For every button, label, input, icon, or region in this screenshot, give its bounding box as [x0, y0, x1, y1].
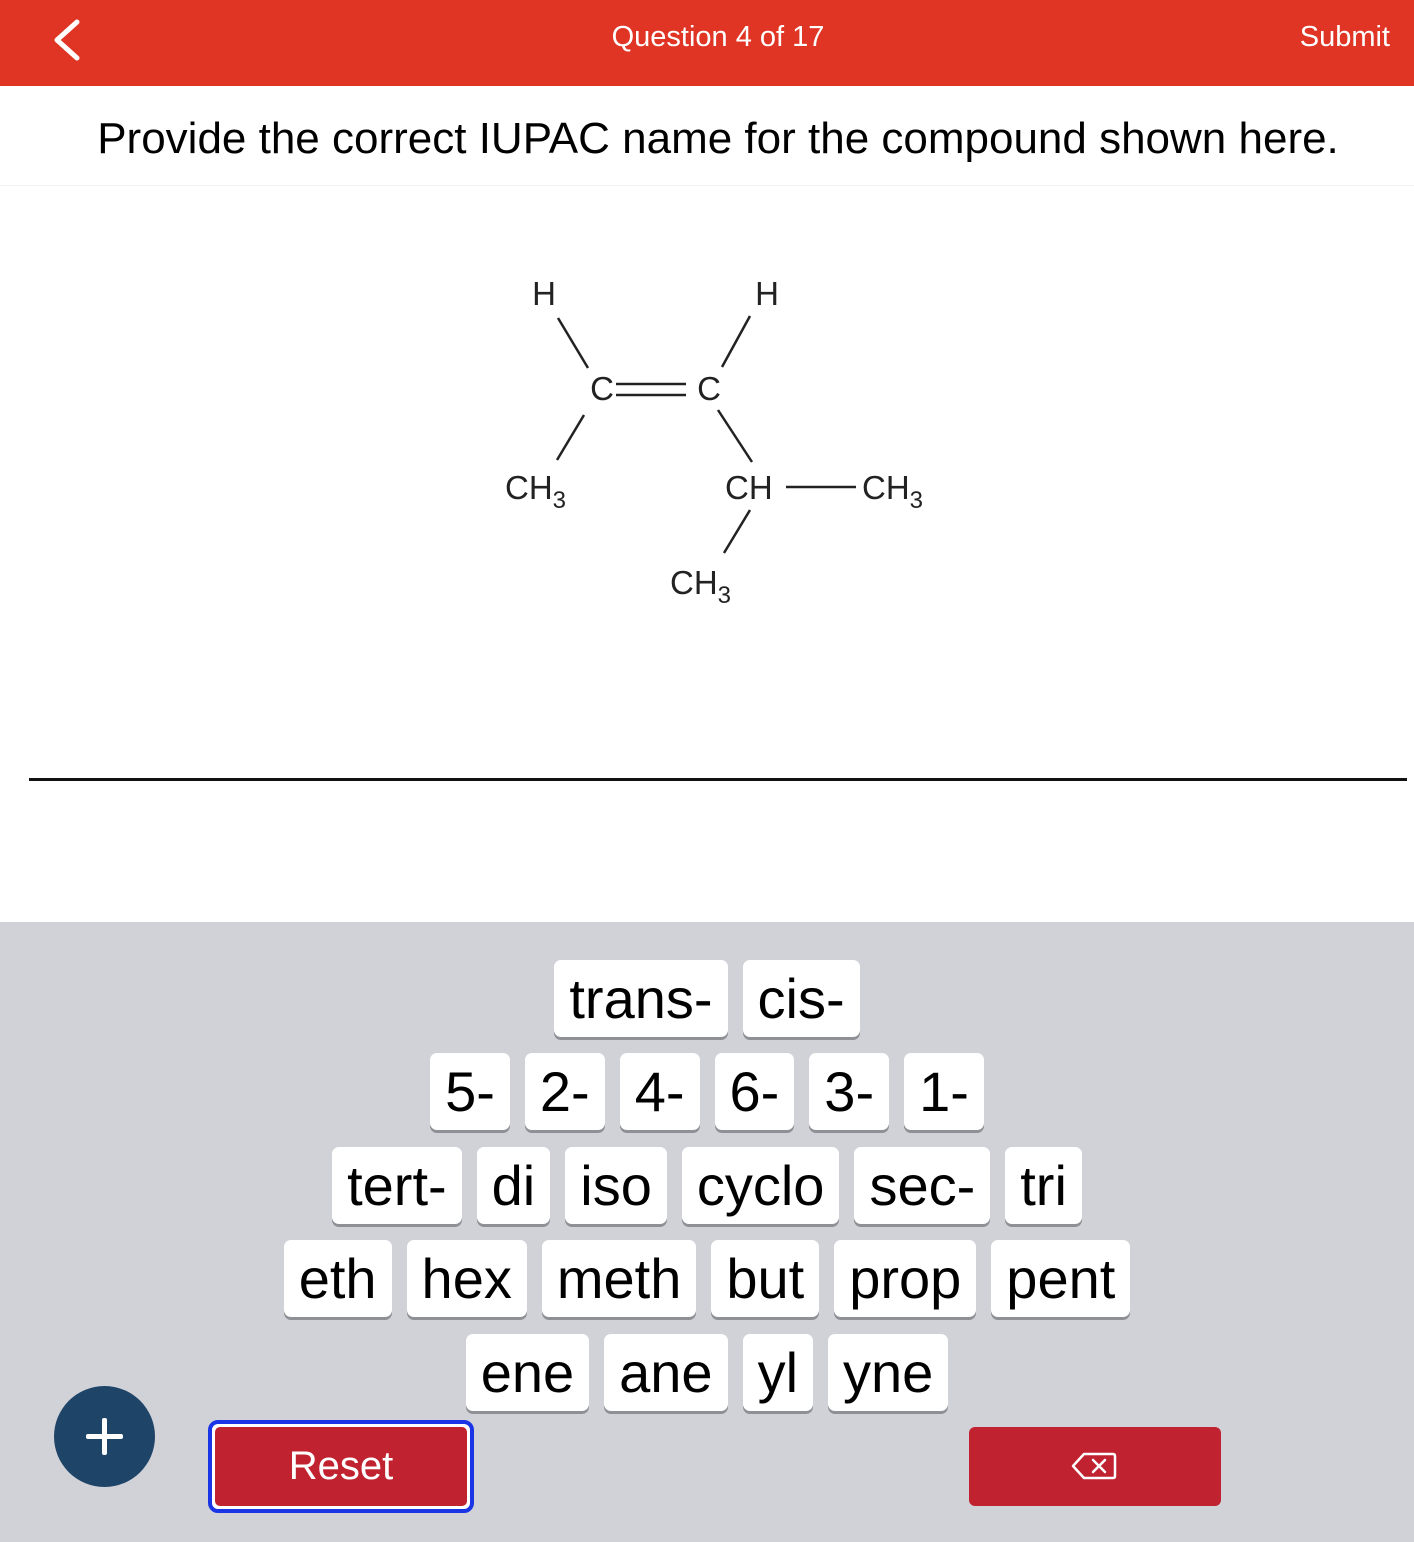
structural-formula: [0, 0, 1414, 700]
group-ch3-bottom: $CH_3$: [670, 564, 732, 609]
key-2[interactable]: 2-: [525, 1053, 605, 1130]
key-cis[interactable]: cis-: [743, 960, 860, 1037]
key-row-stereo: [0, 960, 1414, 1037]
key-hex[interactable]: hex: [407, 1240, 527, 1317]
key-meth[interactable]: meth: [542, 1240, 697, 1317]
submit-button[interactable]: Submit: [1299, 21, 1390, 53]
atom-c-right: C: [697, 370, 721, 407]
atom-h-left: H: [532, 275, 556, 312]
key-eth[interactable]: eth: [284, 1240, 392, 1317]
key-pent[interactable]: pent: [991, 1240, 1130, 1317]
group-ch3-left: $CH_3$: [505, 469, 567, 514]
atom-c-left: C: [590, 370, 614, 407]
backspace-button[interactable]: [969, 1427, 1221, 1506]
key-but[interactable]: but: [711, 1240, 819, 1317]
key-cyclo[interactable]: cyclo: [682, 1147, 840, 1224]
key-sec[interactable]: sec-: [854, 1147, 990, 1224]
atom-h-right: H: [755, 275, 779, 312]
key-iso[interactable]: iso: [565, 1147, 667, 1224]
group-ch-center: CH: [725, 469, 773, 506]
question-prompt: Provide the correct IUPAC name for the compound shown here.: [97, 114, 1339, 163]
bond-ch3-bottom: [724, 510, 750, 553]
key-di[interactable]: di: [477, 1147, 551, 1224]
question-counter: Question 4 of 17: [611, 21, 825, 53]
key-tri[interactable]: tri: [1005, 1147, 1082, 1224]
key-1[interactable]: 1-: [904, 1053, 984, 1130]
key-row-prefixes: [0, 1147, 1414, 1224]
key-3[interactable]: 3-: [809, 1053, 889, 1130]
key-trans[interactable]: trans-: [554, 960, 727, 1037]
key-4[interactable]: 4-: [620, 1053, 700, 1130]
key-row-locants: [0, 1053, 1414, 1130]
key-prop[interactable]: prop: [834, 1240, 976, 1317]
key-row-suffixes: [0, 1334, 1414, 1411]
key-6[interactable]: 6-: [715, 1053, 795, 1130]
bond-h-left: [558, 318, 588, 368]
name-builder-keyboard: [0, 922, 1414, 1542]
key-ane[interactable]: ane: [604, 1334, 727, 1411]
add-plus-button[interactable]: [54, 1386, 155, 1487]
group-ch3-right: $CH_3$: [862, 469, 924, 514]
bond-ch-center: [718, 410, 752, 462]
key-ene[interactable]: ene: [466, 1334, 589, 1411]
key-yne[interactable]: yne: [828, 1334, 948, 1411]
bond-ch3-left: [557, 415, 584, 460]
backspace-icon: [1071, 1452, 1117, 1480]
reset-button-label: Reset: [215, 1427, 467, 1506]
reset-button[interactable]: [208, 1420, 474, 1513]
key-yl[interactable]: yl: [743, 1334, 813, 1411]
key-tert[interactable]: tert-: [332, 1147, 462, 1224]
key-5[interactable]: 5-: [430, 1053, 510, 1130]
key-row-roots: [0, 1240, 1414, 1317]
answer-input-line[interactable]: [29, 778, 1407, 781]
bond-h-right: [722, 316, 750, 367]
